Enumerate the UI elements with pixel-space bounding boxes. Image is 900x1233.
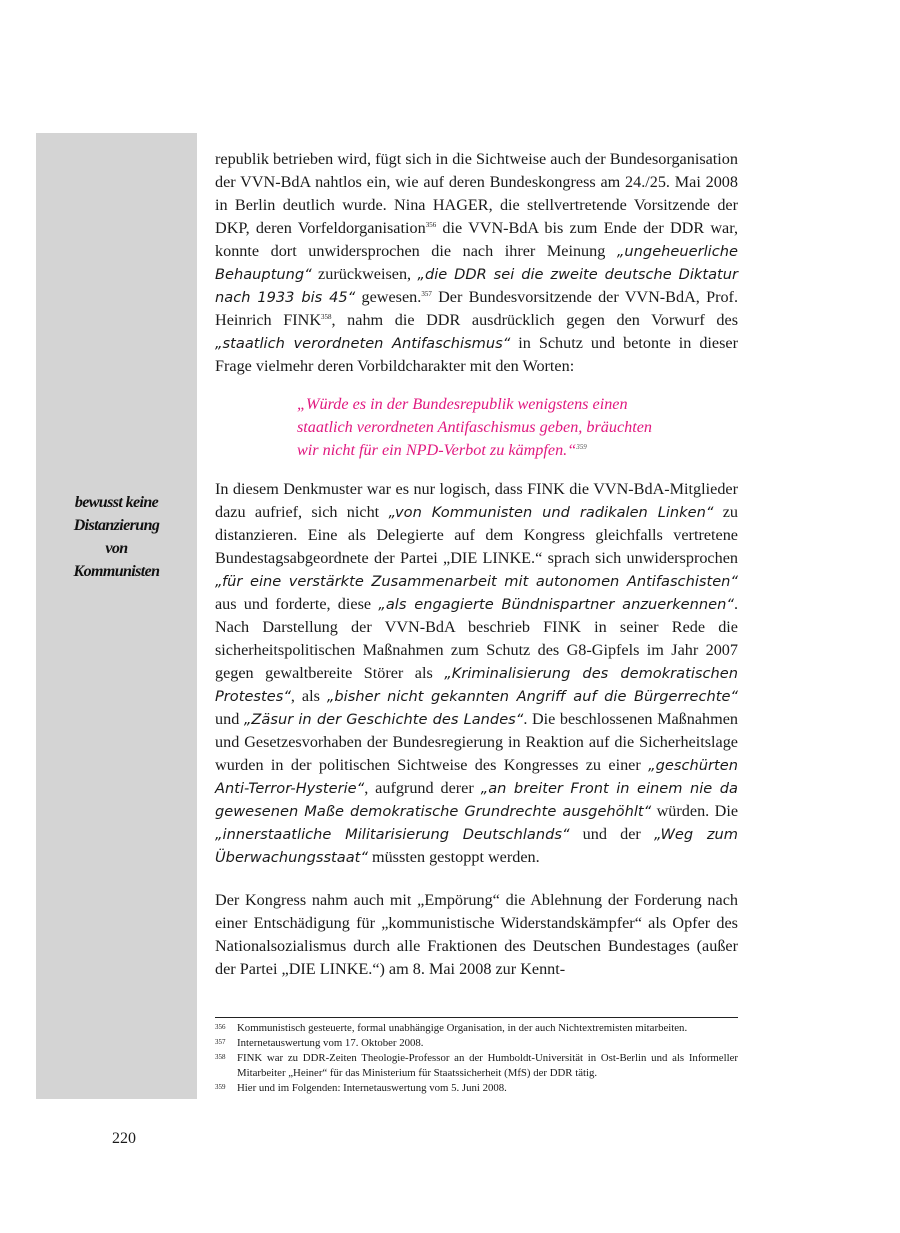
- block-quote: „Würde es in der Bundesrepublik wenigstens einen staatlich verordneten Antifaschismus geben, bräuchten wir nicht für ein NPD-Verbot zu kämpfen.“$^{359}$: [297, 395, 653, 459]
- footnote-ref: 359: [576, 443, 587, 451]
- footnote-text: Internetauswertung vom 17. Oktober 2008.: [237, 1037, 424, 1049]
- italic-quote: „an breiter Front in einem nie da gewesenen Maße demokratische Grundrechte ausgehöhlt“: [215, 780, 738, 820]
- footnote-number: 359: [215, 1083, 226, 1091]
- footnote-text: FINK war zu DDR-Zeiten Theologie-Professor an der Humboldt-Universität in Ost-Berlin und als Informeller Mitarbeiter „Heiner“ für das Ministerium für Staatssicherheit (MfS) der DDR tätig.: [237, 1052, 738, 1079]
- margin-note: [40, 491, 193, 583]
- footnote: [215, 1036, 738, 1051]
- paragraph-3: Der Kongress nahm auch mit „Empörung“ die Ablehnung der Forderung nach einer Entschädigung für „kommunistische Widerstandskämpfer“ als Opfer des Nationalsozialismus durch alle Fraktionen des Deutschen Bundestages (außer der Partei „DIE LINKE.“) am 8. Mai 2008 zur Kennt-: [215, 891, 738, 978]
- footnote-divider: [215, 1017, 738, 1018]
- footnote-number: 358: [215, 1053, 226, 1061]
- margin-note-line: von: [105, 540, 128, 557]
- italic-quote: „ungeheuerliche Behauptung“: [215, 243, 738, 283]
- italic-quote: „bisher nicht gekannten Angriff auf die Bürgerrechte“: [326, 688, 738, 705]
- margin-note-line: Kommunisten: [73, 563, 160, 580]
- italic-quote: „die DDR sei die zweite deutsche Diktatur nach 1933 bis 45“: [215, 266, 738, 306]
- margin-sidebar: [36, 133, 197, 1099]
- italic-quote: „geschürten Anti-Terror-Hysterie“: [215, 757, 738, 797]
- margin-note-line: Distanzierung: [73, 517, 160, 534]
- footnote: [215, 1081, 738, 1096]
- footnote-number: 356: [215, 1023, 226, 1031]
- page-number: 220: [112, 1130, 136, 1147]
- footnote-ref: 358: [321, 313, 332, 321]
- main-text: [215, 148, 738, 981]
- margin-note-line: bewusst keine: [74, 494, 159, 511]
- footnote-ref: 357: [421, 290, 432, 298]
- footnote-text: Kommunistisch gesteuerte, formal unabhängige Organisation, in der auch Nichtextremisten mitarbeiten.: [237, 1022, 688, 1034]
- paragraph-2: In diesem Denkmuster war es nur logisch, dass FINK die VVN-BdA-Mitglieder dazu aufrief, sich nicht „von Kommunisten und radikalen Linken“ zu distanzieren. Eine als Delegierte auf dem Kongress gleichfalls vertretene Bundestagsabgeordnete der Partei „DIE LINKE.“ sprach sich unwidersprochen „für eine verstärkte Zusammenarbeit mit autonomen Antifaschisten“ aus und forderte, diese „als engagierte Bündnispartner anzuerkennen“. Nach Darstellung der VVN-BdA beschrieb FINK in seiner Rede die sicherheitspolitischen Maßnahmen zum Schutz des G8-Gipfels im Jahr 2007 gegen gewaltbereite Störer als „Kriminalisierung des demokratischen Protestes“, als „bisher nicht gekannten Angriff auf die Bürgerrechte“ und „Zäsur in der Geschichte des Landes“. Die beschlossenen Maßnahmen und Gesetzesvorhaben der Bundesregierung in Reaktion auf die Sicherheitslage wurden in der politischen Sichtweise des Kongresses zu einer „geschürten Anti-Terror-Hysterie“, aufgrund derer „an breiter Front in einem nie da gewesenen Maße demokratische Grundrechte ausgehöhlt“ würden. Die „innerstaatliche Militarisierung Deutschlands“ und der „Weg zum Überwachungsstaat“ müssten gestoppt werden.: [215, 480, 739, 866]
- italic-quote: „Weg zum Überwachungsstaat“: [215, 826, 739, 866]
- footnote: [215, 1021, 738, 1036]
- paragraph-1: republik betrieben wird, fügt sich in die Sichtweise auch der Bundesorganisation der VVN-BdA nahtlos ein, wie auf deren Bundeskongress am 24./25. Mai 2008 in Berlin deutlich wurde. Nina HAGER, die stellvertretende Vorsitzende der DKP, deren Vorfeldorganisation$^{356}$ die VVN-BdA bis zum Ende der DDR war, konnte dort unwidersprochen die nach ihrer Meinung „ungeheuerliche Behauptung“ zurückweisen, „die DDR sei die zweite deutsche Diktatur nach 1933 bis 45“ gewesen.$^{357}$ Der Bundesvorsitzende der VVN-BdA, Prof. Heinrich FINK$^{358}$, nahm die DDR ausdrücklich gegen den Vorwurf des „staatlich verordneten Antifaschismus“ in Schutz und betonte in dieser Frage vielmehr deren Vorbildcharakter mit den Worten:: [215, 150, 738, 375]
- italic-quote: „Zäsur in der Geschichte des Landes“: [243, 711, 524, 728]
- italic-quote: „von Kommunisten und radikalen Linken“: [388, 504, 714, 521]
- footnote-number: 357: [215, 1038, 226, 1046]
- footnote: [215, 1051, 738, 1081]
- footnote-text: Hier und im Folgenden: Internetauswertung vom 5. Juni 2008.: [237, 1082, 507, 1094]
- italic-quote: „für eine verstärkte Zusammenarbeit mit autonomen Antifaschisten“: [215, 573, 738, 590]
- italic-quote: „innerstaatliche Militarisierung Deutschlands“: [215, 826, 570, 843]
- italic-quote: „als engagierte Bündnispartner anzuerkennen“: [378, 596, 734, 613]
- footnote-ref: 356: [425, 221, 437, 229]
- italic-quote: „staatlich verordneten Antifaschismus“: [215, 335, 511, 352]
- footnotes: [215, 1021, 738, 1096]
- italic-quote: „Kriminalisierung des demokratischen Protestes“: [215, 665, 738, 705]
